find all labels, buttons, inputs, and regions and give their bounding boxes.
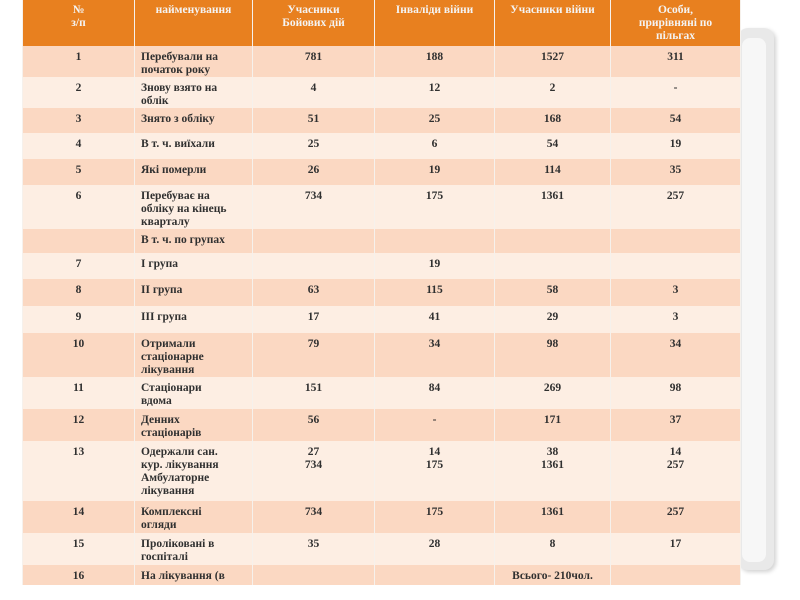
table-row bbox=[23, 409, 741, 441]
cell-line: 734 bbox=[304, 190, 323, 202]
cell-line: 1527 bbox=[541, 51, 564, 63]
cell-equated-persons bbox=[611, 333, 741, 377]
cell-war-participants bbox=[495, 46, 611, 77]
cell-combatants bbox=[253, 108, 375, 133]
cell-line: 1361 bbox=[541, 459, 564, 471]
cell-combatants bbox=[253, 377, 375, 409]
cell-disabled bbox=[375, 185, 495, 229]
header-equated-persons bbox=[611, 0, 741, 46]
cell-equated-persons bbox=[611, 229, 741, 253]
cell-number bbox=[23, 565, 135, 585]
cell-line: 114 bbox=[544, 164, 561, 176]
cell-line: лікування bbox=[141, 485, 195, 497]
cell-equated-persons bbox=[611, 306, 741, 333]
cell-line: 27 bbox=[307, 446, 320, 458]
cell-line: 8 bbox=[75, 284, 82, 296]
table-row bbox=[23, 133, 741, 159]
cell-line: 168 bbox=[543, 113, 562, 125]
cell-war-participants bbox=[495, 441, 611, 501]
table-row bbox=[23, 77, 741, 108]
cell-war-participants bbox=[495, 108, 611, 133]
cell-line: ІІІ група bbox=[141, 311, 187, 323]
cell-line: 79 bbox=[307, 338, 320, 350]
cell-line: 56 bbox=[307, 414, 320, 426]
cell-line: - bbox=[673, 82, 678, 94]
cell-disabled bbox=[375, 501, 495, 533]
cell-number bbox=[23, 533, 135, 565]
cell-line: 2 bbox=[549, 82, 556, 94]
cell-line: 54 bbox=[546, 138, 559, 150]
cell-equated-persons bbox=[611, 159, 741, 185]
cell-line: огляди bbox=[141, 519, 177, 531]
cell-line: Проліковані в bbox=[141, 538, 215, 550]
cell-name bbox=[135, 409, 253, 441]
cell-line: 10 bbox=[72, 338, 85, 350]
cell-equated-persons bbox=[611, 533, 741, 565]
cell-line: 63 bbox=[307, 284, 320, 296]
table-row bbox=[23, 229, 741, 253]
cell-number bbox=[23, 108, 135, 133]
cell-line: Одержали сан. bbox=[141, 446, 218, 458]
header-war-participants bbox=[495, 0, 611, 46]
cell-number bbox=[23, 185, 135, 229]
cell-line: 11 bbox=[73, 382, 84, 394]
cell-line: Інваліди війни bbox=[395, 4, 474, 16]
cell-combatants bbox=[253, 279, 375, 306]
cell-line: з/п bbox=[71, 17, 86, 29]
cell-name bbox=[135, 159, 253, 185]
cell-line: 188 bbox=[425, 51, 444, 63]
cell-name bbox=[135, 108, 253, 133]
cell-line: 37 bbox=[669, 414, 682, 426]
cell-line: 311 bbox=[667, 51, 684, 63]
cell-line: 12 bbox=[72, 414, 85, 426]
cell-disabled bbox=[375, 133, 495, 159]
cell-number bbox=[23, 279, 135, 306]
cell-name bbox=[135, 46, 253, 77]
cell-line: 6 bbox=[75, 190, 82, 202]
cell-combatants bbox=[253, 306, 375, 333]
cell-name bbox=[135, 133, 253, 159]
cell-disabled bbox=[375, 77, 495, 108]
cell-line: 269 bbox=[543, 382, 562, 394]
cell-line: 29 bbox=[546, 311, 559, 323]
cell-line: 3 bbox=[75, 113, 82, 125]
cell-line: Учасники bbox=[287, 4, 340, 16]
side-scroll-panel-inner bbox=[742, 38, 766, 562]
cell-line: 34 bbox=[428, 338, 441, 350]
table-row bbox=[23, 533, 741, 565]
cell-disabled bbox=[375, 377, 495, 409]
cell-line: І група bbox=[141, 258, 178, 270]
cell-line: Всього- 210чол. bbox=[512, 570, 593, 582]
cell-disabled bbox=[375, 46, 495, 77]
cell-equated-persons bbox=[611, 253, 741, 279]
cell-line: 51 bbox=[307, 113, 320, 125]
cell-line: 175 bbox=[425, 506, 444, 518]
cell-combatants bbox=[253, 77, 375, 108]
cell-line: стаціонарів bbox=[141, 427, 202, 439]
cell-line: 5 bbox=[75, 164, 82, 176]
cell-war-participants bbox=[495, 501, 611, 533]
cell-line: 25 bbox=[307, 138, 320, 150]
cell-line: 9 bbox=[75, 311, 82, 323]
cell-line: 1361 bbox=[541, 506, 564, 518]
cell-line: 38 bbox=[546, 446, 559, 458]
cell-line: 84 bbox=[428, 382, 441, 394]
cell-line: 58 bbox=[546, 284, 559, 296]
cell-combatants bbox=[253, 501, 375, 533]
cell-number bbox=[23, 229, 135, 253]
cell-equated-persons bbox=[611, 46, 741, 77]
cell-line: Які померли bbox=[141, 164, 207, 176]
table-row bbox=[23, 333, 741, 377]
cell-combatants bbox=[253, 133, 375, 159]
cell-equated-persons bbox=[611, 565, 741, 585]
cell-line: Комплексні bbox=[141, 506, 202, 518]
cell-line: 781 bbox=[304, 51, 323, 63]
cell-disabled bbox=[375, 253, 495, 279]
cell-line: Денних bbox=[141, 414, 180, 426]
header-combatants bbox=[253, 0, 375, 46]
cell-name bbox=[135, 441, 253, 501]
cell-combatants bbox=[253, 409, 375, 441]
cell-disabled bbox=[375, 108, 495, 133]
table-row bbox=[23, 441, 741, 501]
header-disabled bbox=[375, 0, 495, 46]
cell-number bbox=[23, 501, 135, 533]
cell-line: 4 bbox=[310, 82, 317, 94]
cell-war-participants bbox=[495, 185, 611, 229]
cell-line: 13 bbox=[72, 446, 85, 458]
cell-line: 14 bbox=[72, 506, 85, 518]
cell-line: 257 bbox=[666, 506, 685, 518]
cell-war-participants bbox=[495, 565, 611, 585]
cell-line: 734 bbox=[304, 506, 323, 518]
cell-disabled bbox=[375, 533, 495, 565]
cell-number bbox=[23, 253, 135, 279]
cell-line: 12 bbox=[428, 82, 441, 94]
cell-line: 257 bbox=[666, 459, 685, 471]
cell-line: 54 bbox=[669, 113, 682, 125]
header-number bbox=[23, 0, 135, 46]
cell-number bbox=[23, 409, 135, 441]
cell-name bbox=[135, 77, 253, 108]
cell-line: Учасники війни bbox=[510, 4, 595, 16]
cell-line: Особи, bbox=[657, 4, 694, 16]
cell-war-participants bbox=[495, 377, 611, 409]
header-name bbox=[135, 0, 253, 46]
cell-line: 98 bbox=[669, 382, 682, 394]
table-row bbox=[23, 159, 741, 185]
cell-line: 17 bbox=[669, 538, 682, 550]
cell-line: 175 bbox=[425, 190, 444, 202]
cell-equated-persons bbox=[611, 108, 741, 133]
table-row bbox=[23, 279, 741, 306]
cell-line: 257 bbox=[666, 190, 685, 202]
cell-number bbox=[23, 133, 135, 159]
cell-line: 115 bbox=[426, 284, 443, 296]
cell-name bbox=[135, 333, 253, 377]
cell-line: пільгах bbox=[655, 30, 696, 42]
cell-disabled bbox=[375, 409, 495, 441]
cell-war-participants bbox=[495, 133, 611, 159]
cell-line: 4 bbox=[75, 138, 82, 150]
cell-line: 35 bbox=[307, 538, 320, 550]
cell-line: - bbox=[432, 414, 437, 426]
table-row bbox=[23, 253, 741, 279]
cell-line: 14 bbox=[428, 446, 441, 458]
cell-number bbox=[23, 441, 135, 501]
cell-disabled bbox=[375, 306, 495, 333]
cell-line: кварталу bbox=[141, 216, 190, 228]
cell-line: 19 bbox=[428, 258, 441, 270]
cell-line: 734 bbox=[304, 459, 323, 471]
cell-line: 25 bbox=[428, 113, 441, 125]
cell-line: 2 bbox=[75, 82, 82, 94]
cell-number bbox=[23, 159, 135, 185]
cell-number bbox=[23, 333, 135, 377]
cell-line: 8 bbox=[549, 538, 556, 550]
cell-line: прирівняні по bbox=[638, 17, 713, 29]
cell-line: 15 bbox=[72, 538, 85, 550]
table-row bbox=[23, 565, 741, 585]
table-row bbox=[23, 306, 741, 333]
cell-disabled bbox=[375, 159, 495, 185]
cell-line: стаціонарне bbox=[141, 351, 204, 363]
cell-line: лікування bbox=[141, 364, 195, 376]
cell-line: Перебували на bbox=[141, 51, 219, 63]
cell-line: 17 bbox=[307, 311, 320, 323]
cell-line: В т. ч. по групах bbox=[141, 234, 225, 246]
cell-combatants bbox=[253, 565, 375, 585]
cell-line: 35 bbox=[669, 164, 682, 176]
cell-disabled bbox=[375, 441, 495, 501]
cell-disabled bbox=[375, 565, 495, 585]
cell-line: 151 bbox=[304, 382, 323, 394]
cell-combatants bbox=[253, 253, 375, 279]
cell-line: Отримали bbox=[141, 338, 196, 350]
cell-line: облік bbox=[141, 95, 169, 107]
cell-equated-persons bbox=[611, 77, 741, 108]
cell-line: 19 bbox=[669, 138, 682, 150]
cell-combatants bbox=[253, 185, 375, 229]
cell-combatants bbox=[253, 229, 375, 253]
cell-line: Бойових дій bbox=[282, 17, 345, 29]
cell-line: 7 bbox=[75, 258, 82, 270]
cell-war-participants bbox=[495, 306, 611, 333]
cell-line: обліку на кінець bbox=[141, 203, 227, 215]
cell-line: кур. лікування bbox=[141, 459, 219, 471]
cell-equated-persons bbox=[611, 441, 741, 501]
cell-line: Перебуває на bbox=[141, 190, 210, 202]
cell-name bbox=[135, 229, 253, 253]
table-row bbox=[23, 185, 741, 229]
cell-line: 19 bbox=[428, 164, 441, 176]
veterans-table bbox=[22, 0, 741, 585]
cell-line: 3 bbox=[672, 311, 679, 323]
cell-line: Знову взято на bbox=[141, 82, 218, 94]
cell-name bbox=[135, 533, 253, 565]
cell-war-participants bbox=[495, 77, 611, 108]
cell-line: 98 bbox=[546, 338, 559, 350]
cell-equated-persons bbox=[611, 409, 741, 441]
cell-line: Амбулаторне bbox=[141, 472, 210, 484]
cell-line: 3 bbox=[672, 284, 679, 296]
cell-disabled bbox=[375, 333, 495, 377]
cell-number bbox=[23, 77, 135, 108]
cell-line: 171 bbox=[543, 414, 562, 426]
cell-line: ІІ група bbox=[141, 284, 183, 296]
cell-combatants bbox=[253, 333, 375, 377]
cell-war-participants bbox=[495, 333, 611, 377]
cell-line: 34 bbox=[669, 338, 682, 350]
cell-equated-persons bbox=[611, 133, 741, 159]
cell-name bbox=[135, 253, 253, 279]
cell-line: 6 bbox=[431, 138, 438, 150]
cell-line: початок року bbox=[141, 64, 211, 76]
cell-war-participants bbox=[495, 253, 611, 279]
cell-war-participants bbox=[495, 279, 611, 306]
table-row bbox=[23, 377, 741, 409]
table-row bbox=[23, 46, 741, 77]
cell-equated-persons bbox=[611, 377, 741, 409]
cell-name bbox=[135, 279, 253, 306]
cell-line: 14 bbox=[669, 446, 682, 458]
table-header-row bbox=[23, 0, 741, 46]
cell-name bbox=[135, 565, 253, 585]
cell-line: На лікування (в bbox=[141, 570, 225, 582]
cell-line: В т. ч. виїхали bbox=[141, 138, 215, 150]
cell-line: Знято з обліку bbox=[141, 113, 215, 125]
cell-name bbox=[135, 306, 253, 333]
cell-number bbox=[23, 377, 135, 409]
cell-line: 175 bbox=[425, 459, 444, 471]
cell-war-participants bbox=[495, 229, 611, 253]
table-row bbox=[23, 108, 741, 133]
cell-line: 1361 bbox=[541, 190, 564, 202]
cell-line: 28 bbox=[428, 538, 441, 550]
cell-name bbox=[135, 501, 253, 533]
cell-war-participants bbox=[495, 159, 611, 185]
cell-number bbox=[23, 306, 135, 333]
cell-name bbox=[135, 377, 253, 409]
cell-disabled bbox=[375, 229, 495, 253]
cell-line: 16 bbox=[72, 570, 85, 582]
cell-combatants bbox=[253, 46, 375, 77]
cell-war-participants bbox=[495, 409, 611, 441]
table-body bbox=[23, 46, 741, 585]
cell-line: госпіталі bbox=[141, 551, 188, 563]
cell-combatants bbox=[253, 533, 375, 565]
cell-number bbox=[23, 46, 135, 77]
cell-equated-persons bbox=[611, 501, 741, 533]
cell-line: Стаціонари bbox=[141, 382, 202, 394]
cell-name bbox=[135, 185, 253, 229]
cell-combatants bbox=[253, 441, 375, 501]
cell-war-participants bbox=[495, 533, 611, 565]
cell-combatants bbox=[253, 159, 375, 185]
cell-line: найменування bbox=[155, 4, 232, 16]
cell-line: вдома bbox=[141, 395, 172, 407]
cell-equated-persons bbox=[611, 185, 741, 229]
table-row bbox=[23, 501, 741, 533]
cell-line: 41 bbox=[428, 311, 441, 323]
cell-line: № bbox=[72, 4, 85, 16]
cell-disabled bbox=[375, 279, 495, 306]
cell-line: 1 bbox=[75, 51, 82, 63]
cell-equated-persons bbox=[611, 279, 741, 306]
cell-line: 26 bbox=[307, 164, 320, 176]
